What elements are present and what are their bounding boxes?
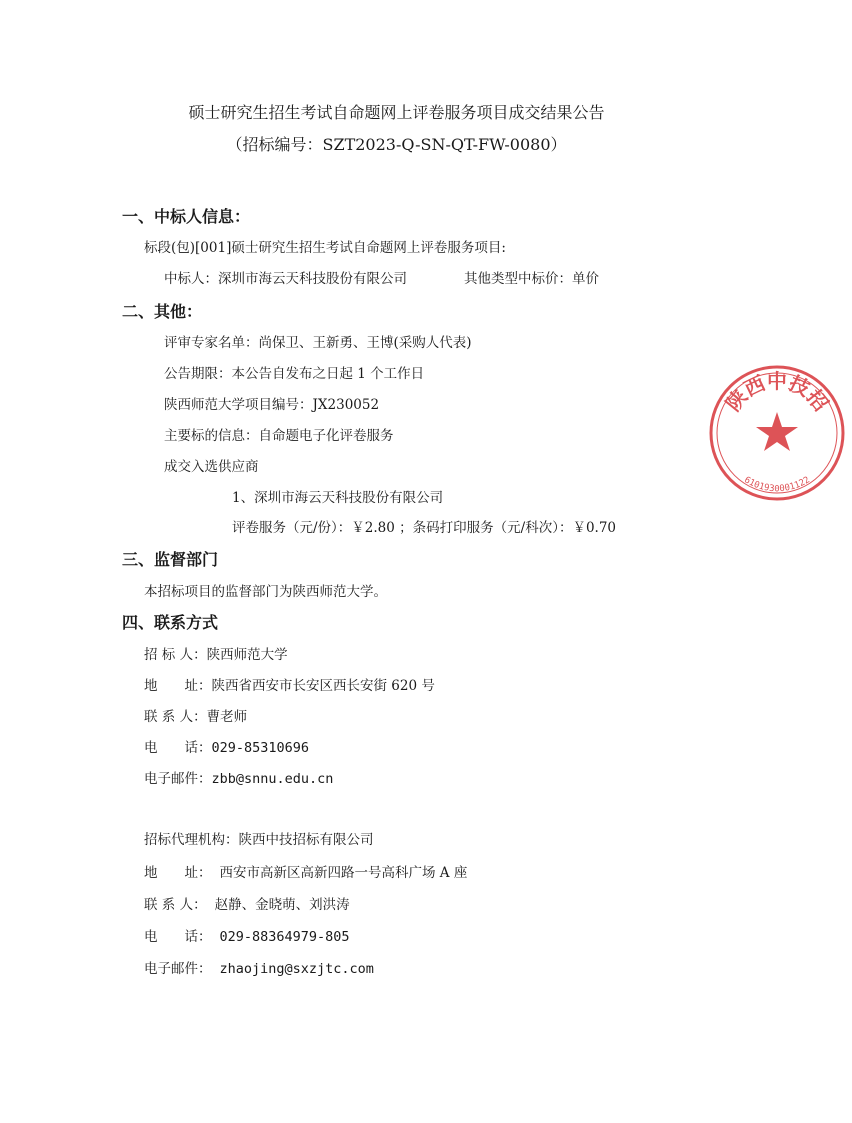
buyer-email-row	[144, 767, 333, 787]
supervision-line: 本招标项目的监督部门为陕西师范大学。	[144, 584, 387, 600]
agency-name-row	[144, 828, 374, 848]
buyer-contact-label: 联 系 人：	[144, 709, 207, 725]
buyer-phone: 029-85310696	[211, 740, 310, 756]
agency-name: 陕西中技招标有限公司	[238, 832, 374, 848]
agency-contact-label: 联 系 人：	[144, 897, 207, 913]
supplier-1: 1、深圳市海云天科技股份有限公司	[232, 490, 444, 506]
subject-line: 主要标的信息：自命题电子化评卷服务	[164, 428, 394, 444]
buyer-address-label: 地 址：	[144, 678, 212, 694]
lot-line: 标段(包)[001]硕士研究生招生考试自命题网上评卷服务项目:	[144, 240, 506, 256]
svg-text:6101930001122	[742, 475, 812, 494]
seal-star-icon	[756, 412, 798, 451]
agency-email-label: 电子邮件：	[144, 961, 212, 977]
document-title: 硕士研究生招生考试自命题网上评卷服务项目成交结果公告	[188, 103, 605, 122]
agency-contact-row	[144, 893, 350, 913]
buyer-address-row	[144, 674, 435, 694]
project-number-line: 陕西师范大学项目编号：JX230052	[164, 397, 380, 413]
seal-serial: 6101930001122	[742, 475, 812, 495]
experts-line: 评审专家名单：尚保卫、王新勇、王博(采购人代表)	[164, 335, 472, 351]
agency-email[interactable]: zhaojing@sxzjtc.com	[219, 961, 374, 977]
price-type-line: 其他类型中标价：单价	[464, 271, 599, 287]
buyer-name-row	[144, 643, 288, 663]
buyer-contact: 曹老师	[206, 709, 248, 725]
agency-address: 西安市高新区高新四路一号高科广场 A 座	[219, 865, 468, 881]
period-line: 公告期限：本公告自发布之日起 1 个工作日	[164, 366, 425, 382]
section-3-heading: 三、监督部门	[122, 550, 219, 569]
agency-email-row	[144, 957, 374, 977]
buyer-contact-row	[144, 705, 247, 725]
fees-line: 评卷服务（元/份）：￥2.80 ；条码打印服务（元/科次）：￥0.70	[232, 520, 617, 536]
agency-name-label: 招标代理机构：	[144, 832, 239, 848]
svg-text:陕西中技招	[721, 369, 833, 416]
buyer-email[interactable]: zbb@snnu.edu.cn	[211, 771, 334, 787]
agency-phone: 029-88364979-805	[219, 929, 350, 945]
buyer-email-label: 电子邮件：	[144, 771, 212, 787]
agency-phone-row	[144, 925, 350, 945]
section-1-heading: 一、中标人信息：	[122, 207, 251, 226]
agency-address-label: 地 址：	[144, 865, 212, 881]
buyer-phone-label: 电 话：	[144, 740, 212, 756]
buyer-phone-row	[144, 736, 309, 756]
buyer-name: 陕西师范大学	[206, 647, 288, 663]
agency-contact: 赵静、金晓萌、刘洪涛	[214, 897, 350, 913]
agency-address-row	[144, 861, 467, 881]
winner-line: 中标人：深圳市海云天科技股份有限公司	[164, 271, 407, 287]
agency-phone-label: 电 话：	[144, 929, 212, 945]
section-2-heading: 二、其他：	[122, 302, 203, 321]
official-seal	[702, 358, 852, 508]
buyer-name-label: 招 标 人：	[144, 647, 207, 663]
section-4-heading: 四、联系方式	[122, 613, 219, 632]
buyer-address: 陕西省西安市长安区西长安街 620 号	[211, 678, 435, 694]
suppliers-label: 成交入选供应商	[164, 459, 259, 475]
seal-text: 陕西中技招	[720, 369, 834, 416]
bid-number: （招标编号：SZT2023-Q-SN-QT-FW-0080）	[226, 135, 567, 154]
